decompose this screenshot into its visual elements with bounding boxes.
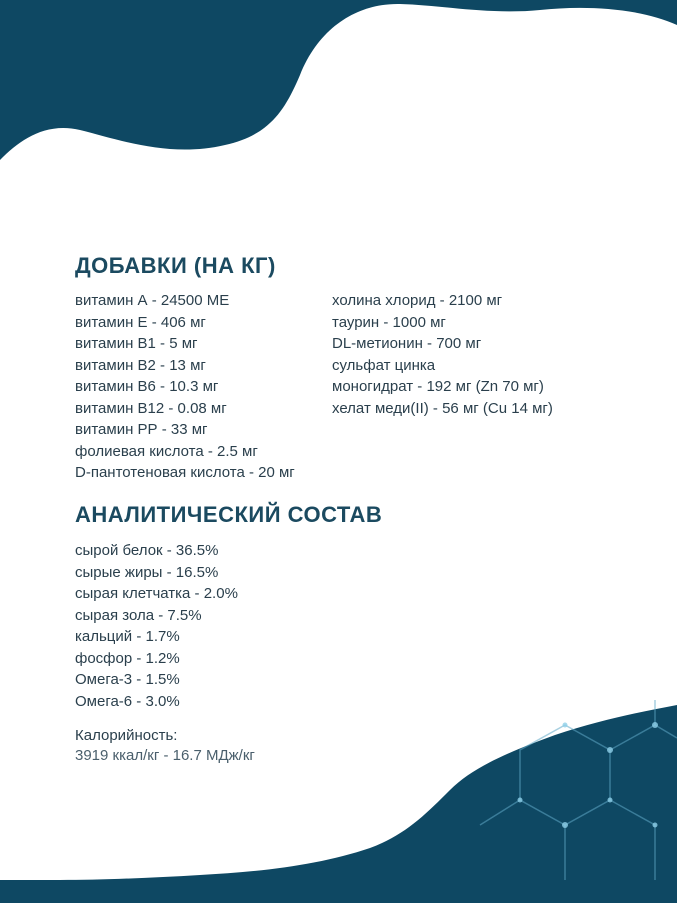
additive-item: фолиевая кислота - 2.5 мг xyxy=(75,442,258,460)
analytic-item: кальций - 1.7% xyxy=(75,628,180,645)
additive-item: моногидрат - 192 мг (Zn 70 мг) xyxy=(332,378,544,395)
additive-item: витамин В6 - 10.3 мг xyxy=(75,378,219,395)
calories-value: 3919 ккал/кг - 16.7 МДж/кг xyxy=(75,747,255,764)
additive-item: хелат меди(II) - 56 мг (Cu 14 мг) xyxy=(332,399,553,417)
calories-block xyxy=(75,726,255,766)
analytic-heading: АНАЛИТИЧЕСКИЙ СОСТАВ xyxy=(75,502,383,527)
additive-item: витамин А - 24500 МЕ xyxy=(75,292,230,309)
additive-item: сульфат цинка xyxy=(332,356,436,374)
additive-item: витамин В12 - 0.08 мг xyxy=(75,399,227,417)
analytic-list xyxy=(75,540,238,712)
additives-left-list xyxy=(75,290,295,484)
additive-item: таурин - 1000 мг xyxy=(332,313,446,331)
analytic-item: Омега-6 - 3.0% xyxy=(75,692,180,710)
additive-item: витамин Е - 406 мг xyxy=(75,313,206,331)
analytic-item: сырая зола - 7.5% xyxy=(75,606,202,624)
analytic-item: сырая клетчатка - 2.0% xyxy=(75,585,238,602)
analytic-item: сырой белок - 36.5% xyxy=(75,542,219,559)
analytic-item: сырые жиры - 16.5% xyxy=(75,563,219,581)
additive-item: холина хлорид - 2100 мг xyxy=(332,292,503,309)
analytic-item: фосфор - 1.2% xyxy=(75,649,180,667)
additive-item: витамин В1 - 5 мг xyxy=(75,335,198,352)
additive-item: витамин РР - 33 мг xyxy=(75,421,208,438)
additives-heading: ДОБАВКИ (НА КГ) xyxy=(75,253,276,278)
additive-item: витамин В2 - 13 мг xyxy=(75,356,206,374)
additive-item: DL-метионин - 700 мг xyxy=(332,335,482,352)
analytic-item: Омега-3 - 1.5% xyxy=(75,671,180,688)
additive-item: D-пантотеновая кислота - 20 мг xyxy=(75,464,295,481)
additives-right-list xyxy=(332,290,553,419)
calories-label: Калорийность: xyxy=(75,727,178,744)
